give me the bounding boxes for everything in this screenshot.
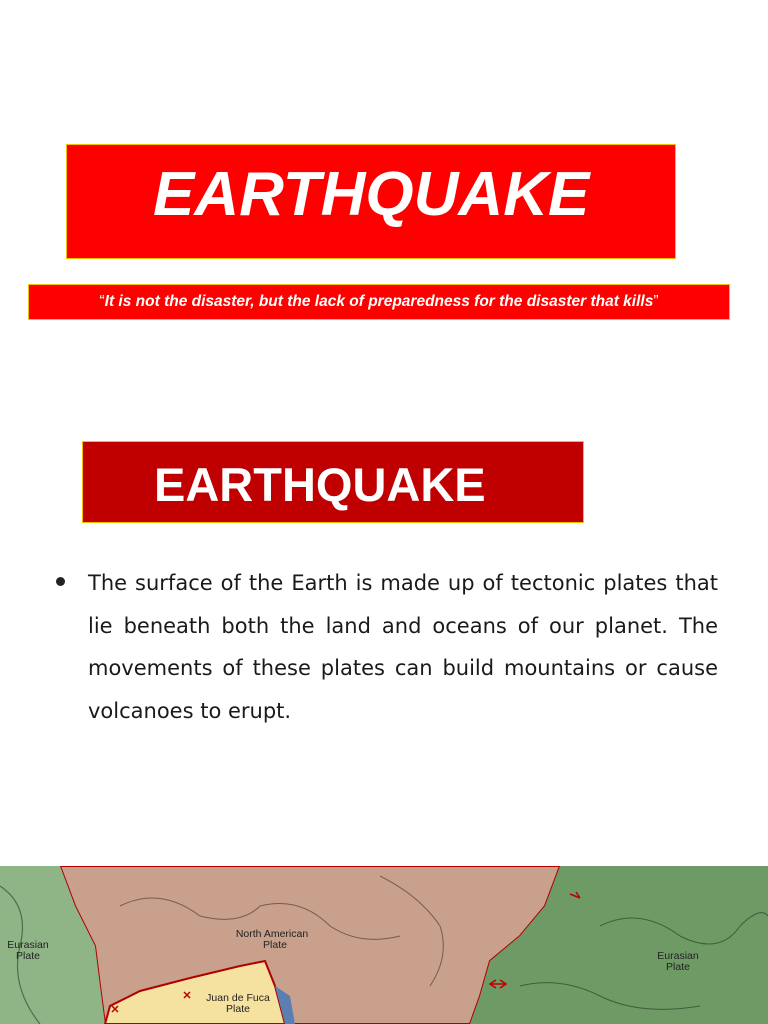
label-juan-de-fuca-1: Juan de Fuca [206,992,270,1004]
quote-close-mark: ” [653,293,659,310]
quote-banner [28,284,730,320]
section-banner [82,441,584,523]
label-eurasian-right-1: Eurasian [657,950,699,962]
quote-open-mark: “ [99,293,105,310]
section-heading: EARTHQUAKE [154,458,486,511]
title-banner [66,144,676,259]
label-north-american-1: North American [235,928,309,940]
label-eurasian-left-2: Plate [16,950,40,962]
bullet-dot-icon [56,577,65,586]
quote-text: It is not the disaster, but the lack of preparedness for the disaster that kills [104,293,654,310]
bullet-text: The surface of the Earth is made up of tectonic plates that lie beneath both the land and oceans of our planet. The movements of these plates can build mountains or cause volcanoes to erupt. [88,571,718,723]
label-juan-de-fuca-2: Plate [226,1003,250,1015]
page-title: EARTHQUAKE [153,160,590,229]
tectonic-plates-map [0,866,768,1024]
label-eurasian-left-1: Eurasian [7,939,49,951]
label-north-american-2: Plate [263,939,287,951]
label-eurasian-right-2: Plate [666,961,690,973]
map-svg [0,866,768,1024]
